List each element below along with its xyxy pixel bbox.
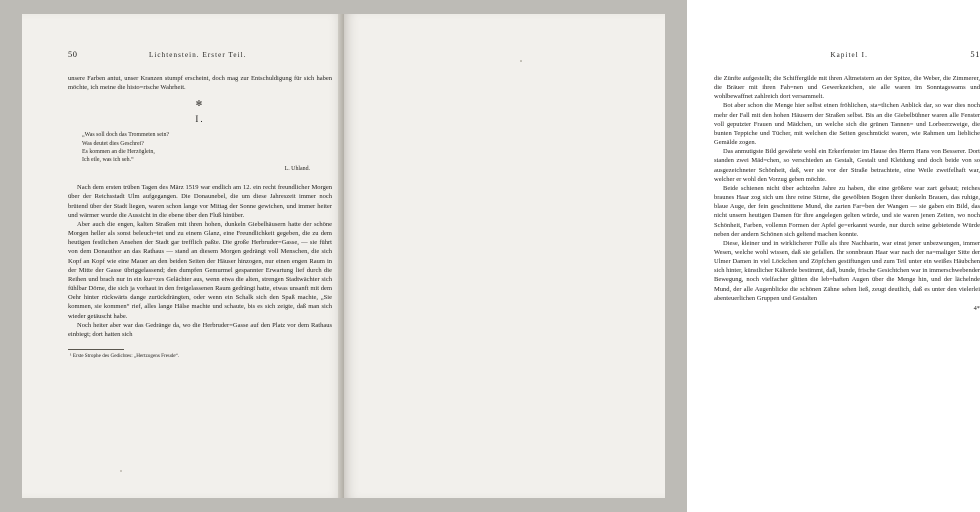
paper-speck [120,470,122,472]
paragraph: Diese, kleiner und in wirklicherer Fülle als ihre Nachbarin, war einst jener unbezwungen, immer Wesen, welche wohl wissen, daß sie gefallen. Ihr sonnbraun Haar war nach der na=maliger Sitte der Ulmer Damen in viel Löckchen und Zöpfchen gestiftungen und zum Teil unter ein weißes Häubchen sich hinter, künstlicher Kälterde bestimmt, daß, bunde, frische Gesichtchen war in immerschwebender Bewegung, noch vielfacher glitten die leb=haften Augen über die Menge hin, und der lächelnde Mund, der alle Augenblicke die schönen Zähne sehen ließ, zeugt deutlich, daß es unter den vielerlei abenteuerlichen Gruppen und Gestalten [714,239,980,302]
paragraph: Bot aber schon die Menge hier selbst einen fröhlichen, sta=tlichen Anblick dar, so war dies noch mehr der Fall mit den hohen Häusern der Straßen selbst. Bis an die Giebelbühner waren alle Fenster voll geputzter Frauen und Mädchen, un welche sich die grünen Tannen= und Lorbeerzweige, die bunten Teppiche und Tücher, mit welchen die Seiten geschmückt waren, wie Rahmen um liebliche Gemälde zogen. [714,102,980,147]
right-page [344,14,980,498]
right-running-head [714,50,980,60]
paragraph: Nach dem ersten trüben Tagen des März 1519 war endlich am 12. ein recht freundlicher Morgen über der Reichsstadt Ulm aufgegangen. Die Donaunebel, die um diese Jahreszeit immer noch brütend über der Stadt liegen, waren schon lange vor Mittag der Sonne gewichen, und immer heiter und wärmer wurde die Aussicht in die ebene über den Fluß hinüber. [68,184,332,219]
left-folio: 50 [68,50,78,59]
epigraph-line: Es kommen an die Herzöglein, [82,148,155,155]
paper-speck [520,60,522,62]
paragraph: Noch heiter aber war das Gedränge da, wo die Herbruder=Gasse auf den Platz vor dem Rathaus einbiegt; dort hatten sich [68,321,332,338]
ornament: ✻ [195,99,205,109]
scan-border-bottom [0,498,687,512]
scan-border-left [0,0,22,512]
epigraph-line: Was deutet dies Geschrei? [82,140,144,147]
left-running-head [68,50,332,60]
spacer [68,176,332,183]
left-page-content [68,50,332,360]
paragraph: Aber auch die engen, kalten Straßen mit ihren hohen, dunkeln Giebelhäusern hatte der schöne Morgen heller als sonst beleuch=tet und zu einem Glanz, eine Freundlichkeit gegeben, die zu dem heutigen festlichen Ansehen der Stadt gar trefflich paßte. Die große Herbruder=Gasse, — sie führt von dem Donauthor an das Rathaus — stand an diesem Morgen gedrängt voll Menschen, die sich Kopf an Kopf wie eine Mauer an den beiden Seiten der Häuser hinzogen, nur einen engen Raum in der Mitte der Gasse übriggelassend; den dumpfen Gemurmel gespannter Erwartung lief durch die Reihen und brach nur in ein kur=zes Gelächter aus, wenn etwa die alten, strengen Stadtwächter sich fühlbar Dörne, die sich ja vorhaut in den freigelassenen Raum gedrängt hatte, etwas unsanft mit dem Oehr hinter rückwärts dange zurückdrängten, oder wenn ein Schalk sich den Spaß machte, „Sie kommen, sie kommen“ rief, alles lange Hälse machte und schaute, bis es sich zeigte, daß man sich wieder getäuscht habe. [68,220,332,320]
epigraph-source: L. Uhland. [284,166,310,173]
footnote: ¹ Erste Strophe des Gedichtes: „Hertzogens Freude“. [70,352,180,359]
paragraph: Beide schienen nicht über achtzehn Jahre zu haben, die eine größere war zart gebaut; reiches braunes Haar zog sich um ihre reine Stirne, die gewölbten Bogen ihrer dunkeln Brauen, das ruhige, blaue Auge, der fein geschnittene Mund, die zarten Far=ben der Wangen — sie gaben ein Bild, das nicht unsern heutigen Damen für ihre angelegen gelten würde, und sie waren jenen Zeiten, wo noch Schönheit, Farben, vollemn Formen der Apfel ge=erkannt wurde, nur durch seine gebietende Würde neben der andern Schönen sich geltend machen konnte. [714,184,980,238]
left-head-title: Lichtenstein. Erster Teil. [149,51,247,59]
epigraph-line: „Was soll doch das Trommeten sein? [82,132,170,139]
right-page-footer [714,303,980,313]
scan-border-top [0,0,687,14]
signature-mark: 4* [973,304,980,312]
epigraph [82,131,332,173]
epigraph-line: Ich eile, was ich seh.“ [82,156,134,163]
paragraph: die Zünfte aufgestellt; die Schiffergilde mit ihren Altmeistern an der Spitze, die Weber, die Zimmerer, die Bräuer mit ihren Fah=nen und Gewerkzeichen, sie alle waren im Sonntagswams und wohlbewaffnet zahlreich dort versammelt. [714,75,980,101]
paragraph: unsere Farben antut, unser Kranzen stumpf erscheint, doch mag zur Entschuldigung für sich haben möchte, ich meine die histo=rische Wahrheit. [68,75,332,92]
right-page-content [714,50,980,313]
footnote-rule [68,349,124,350]
right-folio: 51 [970,50,980,59]
chapter-number: I. [195,114,205,125]
scan-border-right [665,0,687,512]
paragraph: Das anmutigste Bild gewährte wohl ein Erkerfenster im Hause des Herrn Hans von Besserer. Dort standen zwei Mäd=chen, so verschieden an Gestalt, Gestalt und Kleidung und doch beide von so ausgezeichneter Schönheit, daß, wer sie vor der Straße betrachtete, eine Weile zweifelhaft war, welcher er wohl den Vorzug geben möchte. [714,148,980,183]
left-page [22,14,344,498]
right-head-title: Kapitel I. [830,51,868,59]
